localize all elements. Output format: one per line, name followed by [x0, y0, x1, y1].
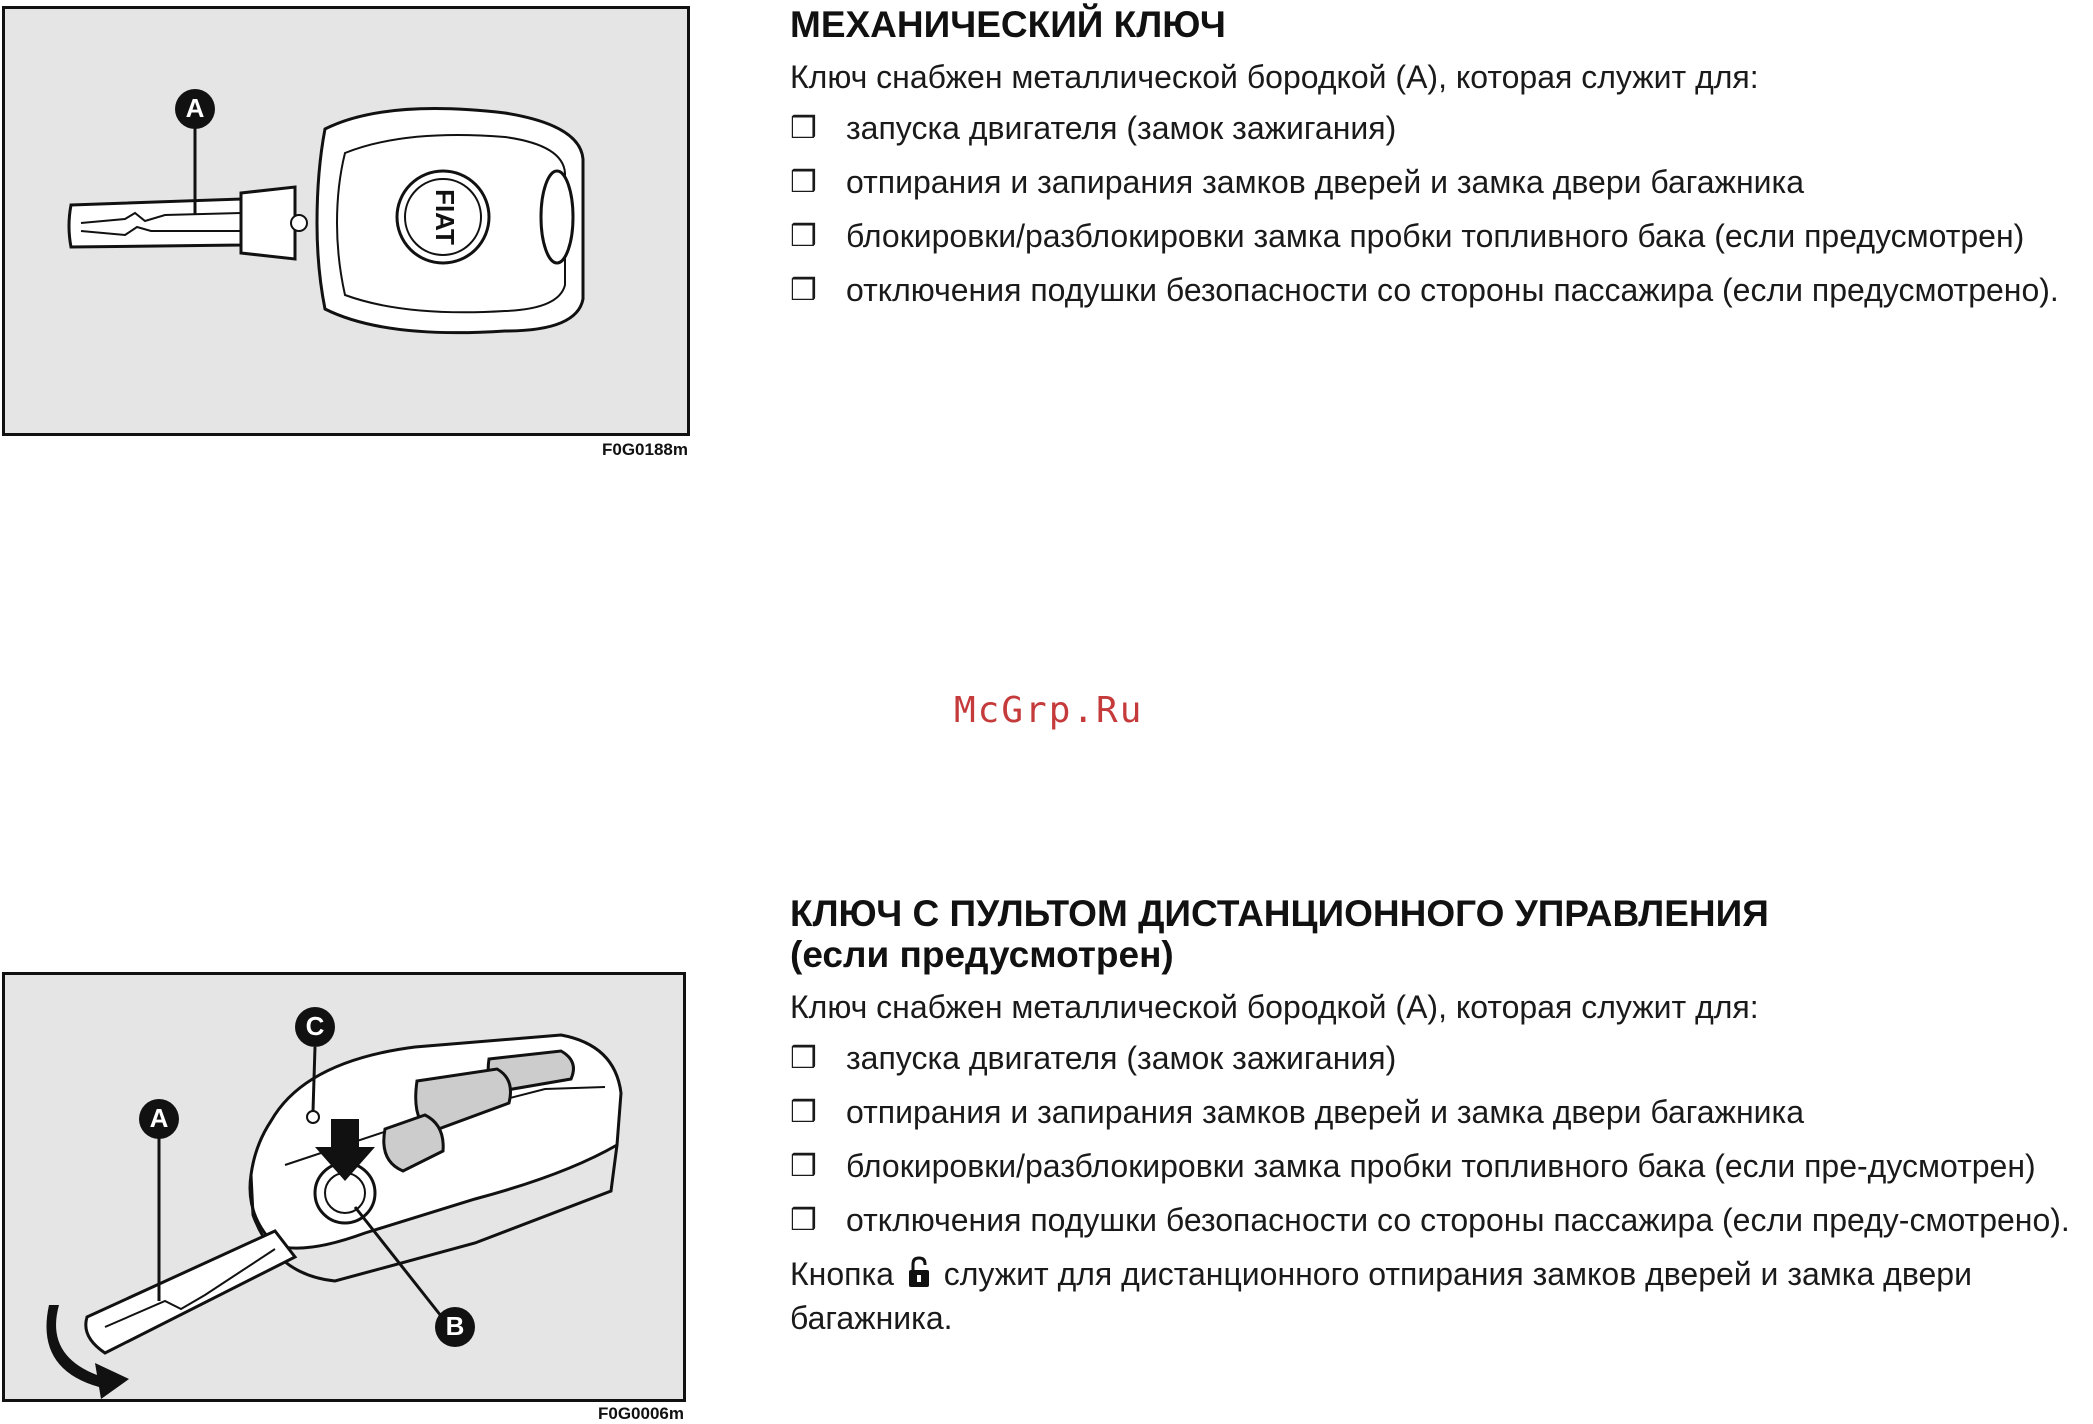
figure-remote-key	[2, 972, 686, 1402]
checkbox-bullet-icon: ❒	[790, 166, 817, 199]
section2-outro: Кнопка служит для дистанционного отпирания замков дверей и замка двери багажника.	[790, 1256, 1972, 1336]
list-item: ❒ отпирания и запирания замков дверей и замка двери багажника	[790, 1092, 2080, 1133]
checkbox-bullet-icon: ❒	[790, 112, 817, 145]
section2-title-line2: (если предусмотрен)	[790, 934, 1174, 975]
section2-intro: Ключ снабжен металлической бородкой (А), которая служит для:	[790, 989, 1759, 1025]
label-a: A	[149, 1102, 169, 1133]
list-item: ❒ запуска двигателя (замок зажигания)	[790, 1038, 2080, 1079]
mechanical-key-illustration	[5, 9, 687, 433]
checkbox-bullet-icon: ❒	[790, 1042, 817, 1075]
figure2-code: F0G0006m	[598, 1404, 684, 1423]
label-b: B	[445, 1310, 465, 1341]
label-a: A	[185, 92, 205, 123]
checkbox-bullet-icon: ❒	[790, 220, 817, 253]
list-item: ❒ блокировки/разблокировки замка пробки топливного бака (если пре-дусмотрен)	[790, 1146, 2080, 1187]
section1-list	[790, 108, 2080, 311]
checkbox-bullet-icon: ❒	[790, 1096, 817, 1129]
section-remote-key	[790, 893, 2080, 1349]
fiat-logo: FIAT	[430, 189, 461, 245]
checkbox-bullet-icon: ❒	[790, 1150, 817, 1183]
list-item: ❒ отключения подушки безопасности со стороны пассажира (если преду-смотрено).	[790, 1200, 2080, 1241]
section1-intro: Ключ снабжен металлической бородкой (А), которая служит для:	[790, 59, 1759, 95]
watermark: McGrp.Ru	[954, 690, 1144, 731]
list-item: ❒ отпирания и запирания замков дверей и замка двери багажника	[790, 162, 2080, 203]
list-item: ❒ отключения подушки безопасности со стороны пассажира (если предусмотрено).	[790, 270, 2080, 311]
remote-key-illustration	[5, 975, 683, 1399]
list-item: ❒ запуска двигателя (замок зажигания)	[790, 108, 2080, 149]
section1-title: МЕХАНИЧЕСКИЙ КЛЮЧ	[790, 4, 1226, 45]
label-c: C	[305, 1010, 325, 1041]
figure-mechanical-key	[2, 6, 690, 436]
section2-title-line1: КЛЮЧ С ПУЛЬТОМ ДИСТАНЦИОННОГО УПРАВЛЕНИЯ	[790, 893, 1769, 934]
section2-list	[790, 1038, 2080, 1241]
figure1-code: F0G0188m	[602, 440, 688, 459]
checkbox-bullet-icon: ❒	[790, 274, 817, 307]
list-item: ❒ блокировки/разблокировки замка пробки топливного бака (если предусмотрен)	[790, 216, 2080, 257]
checkbox-bullet-icon: ❒	[790, 1204, 817, 1237]
section2-title	[790, 893, 2080, 975]
section-mechanical-key	[790, 4, 2080, 324]
unlock-icon	[907, 1256, 931, 1298]
